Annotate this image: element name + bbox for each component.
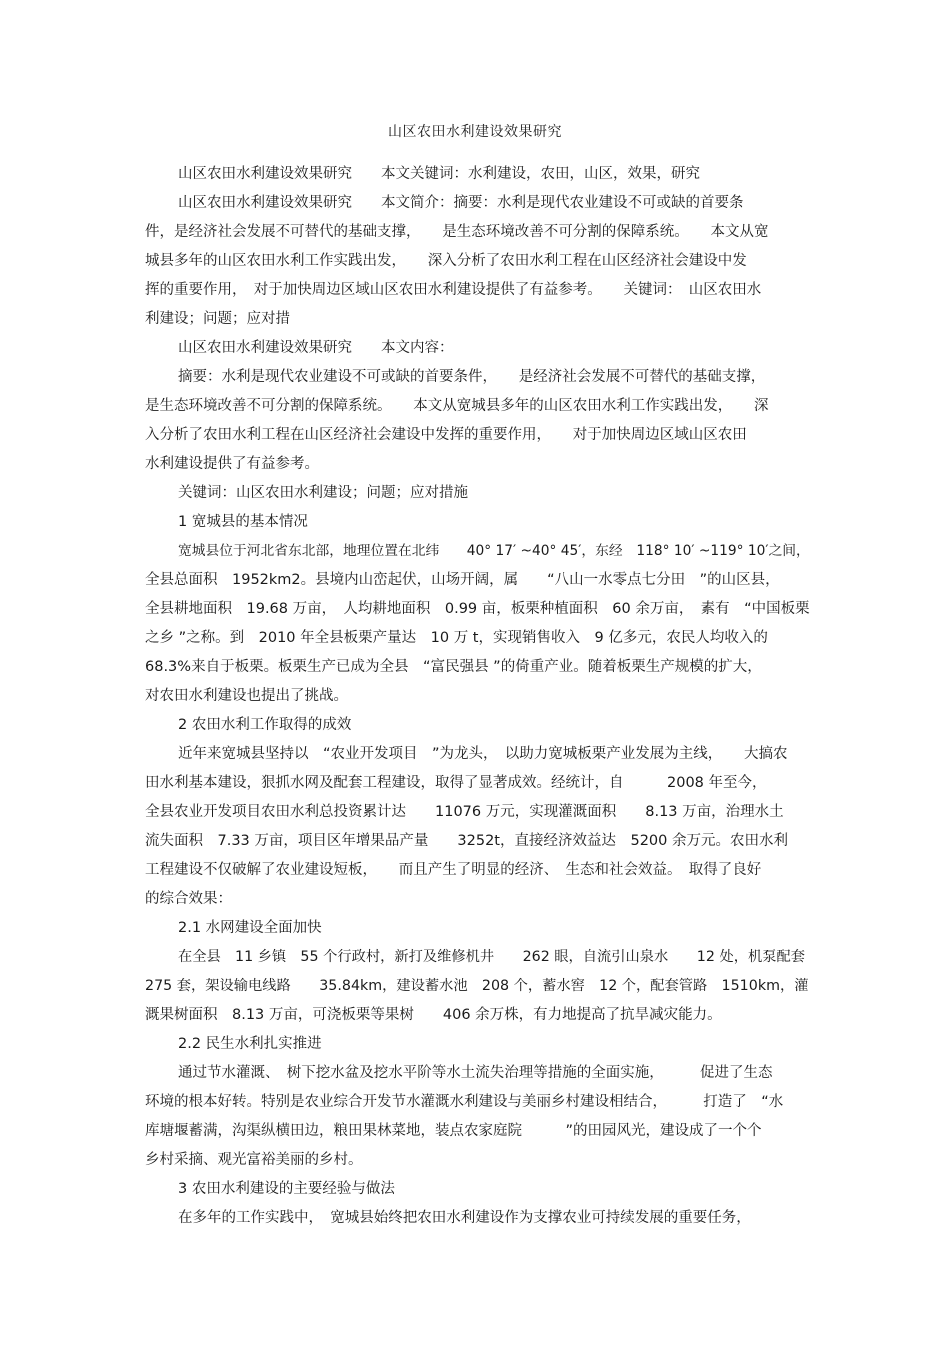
text-line: 宽城县位于河北省东北部，地理位置在北纬 40° 17′ ~40° 45′，东经 118° 10′ ~119° 10′之间， (178, 543, 810, 559)
document-body (145, 160, 810, 1233)
text-line: 在全县 11 乡镇 55 个行政村，新打及维修机井 262 眼，自流引山泉水 12 处，机泵配套 (178, 949, 805, 965)
text-line: 2 农田水利工作取得的成效 (178, 717, 352, 733)
text-line: 对农田水利建设也提出了挑战。 (145, 688, 348, 704)
text-line: 山区农田水利建设效果研究 本文关键词：水利建设，农田，山区，效果，研究 (178, 166, 700, 182)
text-line: 全县总面积 1952km2。县境内山峦起伏，山场开阔，属 “八山一水零点七分田 ”的山区县， (145, 572, 780, 588)
text-line: 275 套，架设输电线路 35.84km，建设蓄水池 208 个，蓄水窖 12 个，配套管路 1510km，灌 (145, 978, 809, 994)
text-line: 68.3%来自于板栗。板栗生产已成为全县 “富民强县 ”的倚重产业。随着板栗生产规模的扩大， (145, 659, 762, 675)
text-line: 全县耕地面积 19.68 万亩， 人均耕地面积 0.99 亩，板栗种植面积 60 余万亩， 素有 “中国板栗 (145, 601, 810, 617)
text-line: 入分析了农田水利工程在山区经济社会建设中发挥的重要作用， 对于加快周边区域山区农田 (145, 427, 747, 443)
text-line: 城县多年的山区农田水利工作实践出发， 深入分析了农田水利工程在山区经济社会建设中发 (145, 253, 747, 269)
text-line: 流失面积 7.33 万亩，项目区年增果品产量 3252t，直接经济效益达 5200 余万元。农田水利 (145, 833, 788, 849)
text-line: 是生态环境改善不可分割的保障系统。 本文从宽城县多年的山区农田水利工作实践出发， 深 (145, 398, 769, 414)
text-line: 乡村采摘、观光富裕美丽的乡村。 (145, 1152, 363, 1168)
text-line: 全县农业开发项目农田水利总投资累计达 11076 万元，实现灌溉面积 8.13 万亩，治理水土 (145, 804, 784, 820)
text-line: 件，是经济社会发展不可替代的基础支撑， 是生态环境改善不可分割的保障系统。 本文从宽 (145, 224, 769, 240)
text-line: 利建设；问题；应对措 (145, 311, 290, 327)
text-line: 摘要：水利是现代农业建设不可或缺的首要条件， 是经济社会发展不可替代的基础支撑， (178, 369, 766, 385)
text-line: 近年来宽城县坚持以 “农业开发项目 ”为龙头， 以助力宽城板栗产业发展为主线， 大搞农 (178, 746, 788, 762)
text-line: 水利建设提供了有益参考。 (145, 456, 319, 472)
text-line: 在多年的工作实践中， 宽城县始终把农田水利建设作为支撑农业可持续发展的重要任务， (178, 1210, 751, 1226)
text-line: 挥的重要作用， 对于加快周边区域山区农田水利建设提供了有益参考。 关键词： 山区农田水 (145, 282, 762, 298)
text-line: 库塘堰蓄满，沟渠纵横田边，粮田果林菜地，装点农家庭院 ”的田园风光，建设成了一个个 (145, 1123, 762, 1139)
text-line: 3 农田水利建设的主要经验与做法 (178, 1181, 395, 1197)
text-line: 环境的根本好转。特别是农业综合开发节水灌溉水利建设与美丽乡村建设相结合， 打造了 “水 (145, 1094, 784, 1110)
text-line: 2.1 水网建设全面加快 (178, 920, 322, 936)
text-line: 山区农田水利建设效果研究 本文内容： (178, 340, 454, 356)
text-line: 田水利基本建设，狠抓水网及配套工程建设，取得了显著成效。经统计，自 2008 年至今， (145, 775, 767, 791)
text-line: 之乡 ”之称。到 2010 年全县板栗产量达 10 万 t，实现销售收入 9 亿多元，农民人均收入的 (145, 630, 768, 646)
text-line: 通过节水灌溉、 树下挖水盆及挖水平阶等水土流失治理等措施的全面实施， 促进了生态 (178, 1065, 773, 1081)
text-line: 山区农田水利建设效果研究 本文简介：摘要：水利是现代农业建设不可或缺的首要条 (178, 195, 744, 211)
text-line: 溉果树面积 8.13 万亩，可浇板栗等果树 406 余万株，有力地提高了抗旱减灾能力。 (145, 1007, 722, 1023)
text-line: 工程建设不仅破解了农业建设短板， 而且产生了明显的经济、 生态和社会效益。 取得了良好 (145, 862, 762, 878)
text-line: 2.2 民生水利扎实推进 (178, 1036, 322, 1052)
text-line: 的综合效果： (145, 891, 232, 907)
text-line: 1 宽城县的基本情况 (178, 514, 308, 530)
text-line: 关键词：山区农田水利建设；问题；应对措施 (178, 485, 468, 501)
document-title: 山区农田水利建设效果研究 (388, 124, 562, 140)
